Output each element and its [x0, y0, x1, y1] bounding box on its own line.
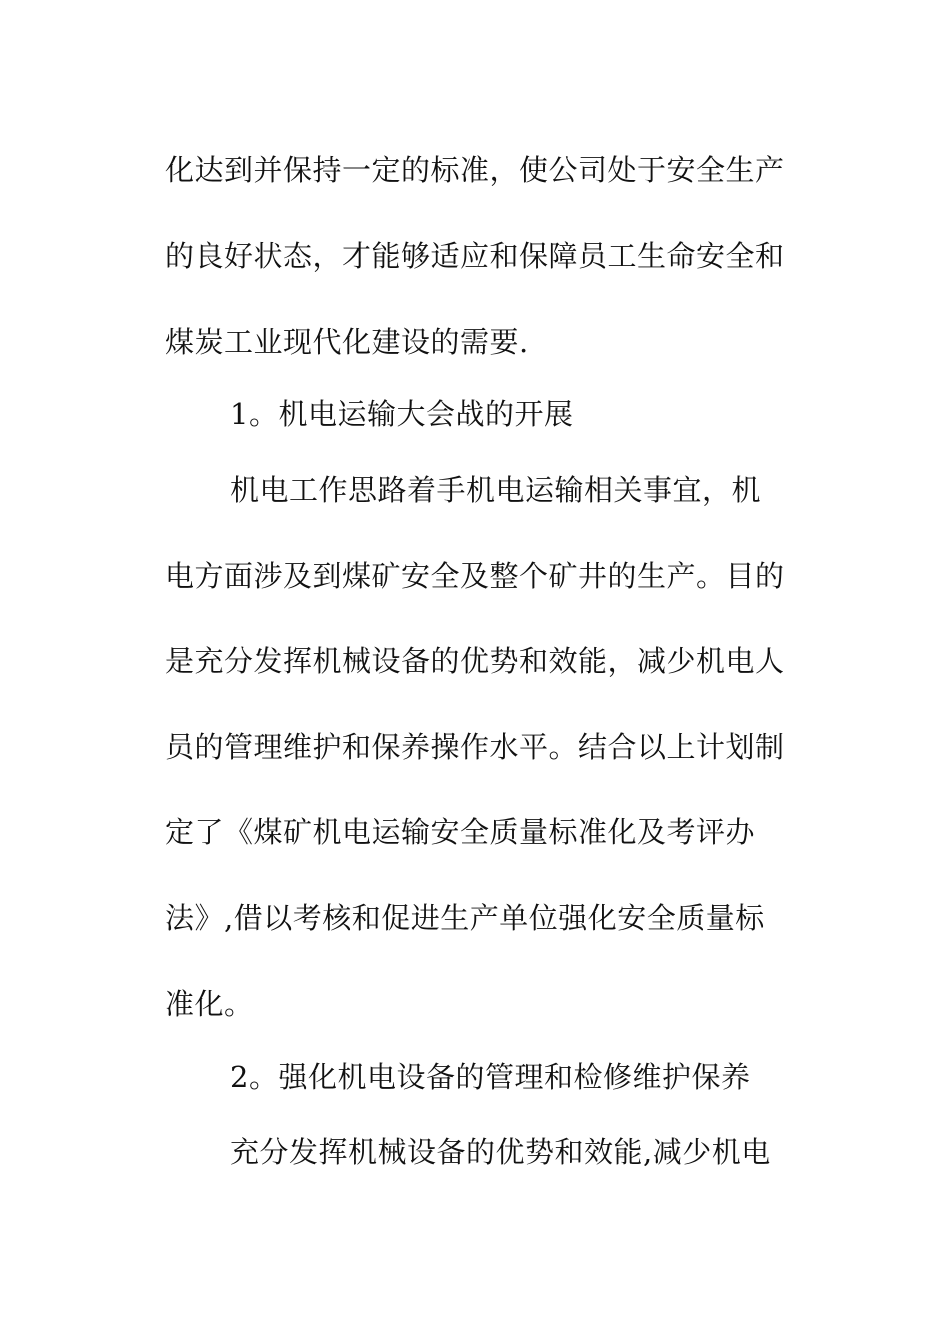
paragraph-line: 法》,借以考核和促进生产单位强化安全质量标 — [165, 901, 765, 935]
paragraph-line: 化达到并保持一定的标准，使公司处于安全生产 — [165, 153, 785, 187]
section-heading: 2。强化机电设备的管理和检修维护保养 — [230, 1060, 751, 1094]
section-heading: 1。机电运输大会战的开展 — [230, 397, 574, 431]
paragraph-line: 是充分发挥机械设备的优势和效能，减少机电人 — [165, 644, 785, 678]
paragraph-line: 定了《煤矿机电运输安全质量标准化及考评办 — [165, 815, 756, 849]
paragraph-line: 煤炭工业现代化建设的需要. — [165, 325, 529, 359]
paragraph-line: 机电工作思路着手机电运输相关事宜，机 — [230, 473, 762, 507]
paragraph-line: 充分发挥机械设备的优势和效能,减少机电 — [230, 1135, 771, 1169]
paragraph-line: 员的管理维护和保养操作水平。结合以上计划制 — [165, 730, 785, 764]
paragraph-line: 的良好状态，才能够适应和保障员工生命安全和 — [165, 239, 785, 273]
paragraph-line: 电方面涉及到煤矿安全及整个矿井的生产。目的 — [165, 559, 785, 593]
paragraph-line: 准化。 — [165, 987, 254, 1021]
